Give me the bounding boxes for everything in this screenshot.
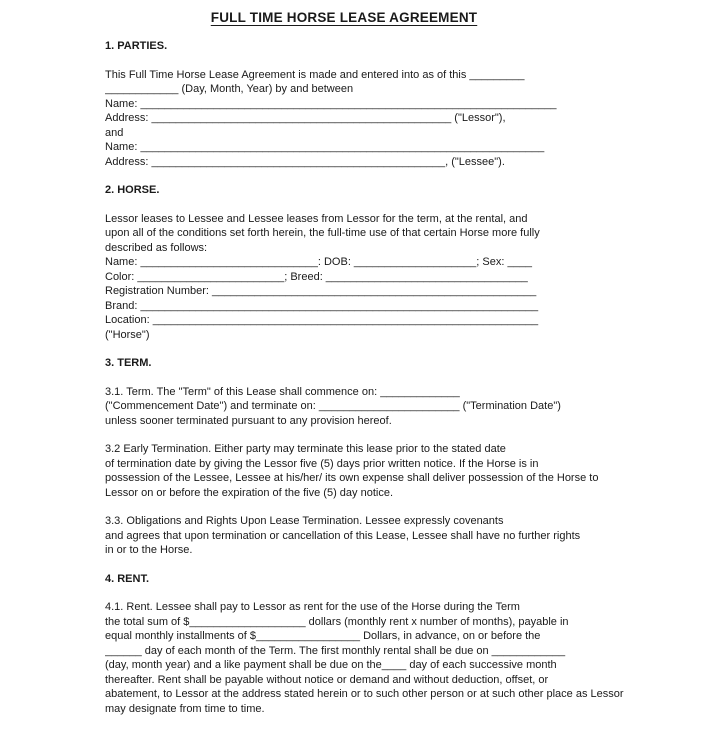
term-clause-31 bbox=[105, 385, 688, 429]
horse-brand-line: Brand: _________________________________________________________________ bbox=[105, 299, 539, 312]
rent-heading: 4. RENT. bbox=[105, 572, 150, 585]
horse-paragraph bbox=[105, 212, 688, 343]
text-line: abatement, to Lessor at the address stated herein or to such other person or at such other place as Lessor bbox=[105, 688, 624, 700]
text-line: and agrees that upon termination or cancellation of this Lease, Lessee shall have no further rights bbox=[105, 529, 581, 542]
lessor-name-line: Name: ____________________________________________________________________ bbox=[105, 97, 557, 110]
text-line: ____________ (Day, Month, Year) by and between bbox=[105, 83, 354, 95]
term-clause-33 bbox=[105, 514, 688, 558]
section-parties bbox=[105, 39, 688, 169]
term-heading: 3. TERM. bbox=[105, 357, 152, 369]
horse-heading: 2. HORSE. bbox=[105, 184, 160, 196]
text-line: described as follows: bbox=[105, 241, 208, 254]
horse-registration-line: Registration Number: _____________________________________________________ bbox=[105, 285, 537, 297]
text-line: 3.2 Early Termination. Either party may terminate this lease prior to the stated date bbox=[105, 443, 506, 455]
section-rent bbox=[105, 572, 688, 717]
lessor-address-line: Address: _________________________________________________ ("Lessor"), bbox=[105, 112, 506, 124]
text-line: in or to the Horse. bbox=[105, 544, 193, 556]
document-title: FULL TIME HORSE LEASE AGREEMENT bbox=[210, 10, 478, 25]
term-clause-32 bbox=[105, 442, 688, 500]
lessee-name-line: Name: __________________________________________________________________ bbox=[105, 141, 545, 153]
section-term bbox=[105, 356, 688, 558]
rent-clause-41 bbox=[105, 600, 688, 716]
text-line: 3.1. Term. The "Term" of this Lease shall commence on: _____________ bbox=[105, 385, 460, 398]
text-line: ("Commencement Date") and terminate on: _______________________ ("Termination Date") bbox=[105, 400, 561, 412]
text-line: 3.3. Obligations and Rights Upon Lease Termination. Lessee expressly covenants bbox=[105, 515, 504, 527]
text-line: Lessor leases to Lessee and Lessee leases from Lessor for the term, at the rental, and bbox=[105, 212, 528, 225]
text-line: and bbox=[105, 126, 124, 139]
horse-name-dob-sex-line: Name: _____________________________: DOB: ____________________; Sex: ____ bbox=[105, 256, 532, 268]
parties-paragraph bbox=[105, 68, 688, 170]
text-line: may designate from time to time. bbox=[105, 702, 265, 715]
text-line: thereafter. Rent shall be payable without notice or demand and without deduction, offset, or bbox=[105, 673, 549, 686]
section-horse bbox=[105, 183, 688, 342]
rent-total-sum-line: the total sum of $___________________ dollars (monthly rent x number of months), payable in bbox=[105, 615, 569, 628]
text-line: 4.1. Rent. Lessee shall pay to Lessor as rent for the use of the Horse during the Term bbox=[105, 601, 520, 613]
text-line: This Full Time Horse Lease Agreement is made and entered into as of this _________ bbox=[105, 68, 525, 81]
text-line: upon all of the conditions set forth herein, the full-time use of that certain Horse more fully bbox=[105, 227, 540, 239]
rent-due-day-line: ______ day of each month of the Term. The first monthly rental shall be due on ____________ bbox=[105, 644, 566, 657]
lessee-address-line: Address: ________________________________________________, ("Lessee"). bbox=[105, 155, 505, 168]
text-line: of termination date by giving the Lessor five (5) days prior written notice. If the Horse is in bbox=[105, 457, 539, 470]
text-line: (day, month year) and a like payment shall be due on the____ day of each successive month bbox=[105, 659, 557, 671]
horse-color-breed-line: Color: ________________________; Breed: _________________________________ bbox=[105, 270, 528, 283]
text-line: possession of the Lessee, Lessee at his/her/ its own expense shall deliver possession of the Horse to bbox=[105, 472, 599, 484]
text-line: Lessor on or before the expiration of the five (5) day notice. bbox=[105, 486, 393, 499]
text-line: ("Horse") bbox=[105, 328, 150, 341]
rent-installments-line: equal monthly installments of $_________________ Dollars, in advance, on or before the bbox=[105, 630, 541, 642]
horse-location-line: Location: _______________________________________________________________ bbox=[105, 314, 539, 326]
parties-heading: 1. PARTIES. bbox=[105, 40, 168, 52]
text-line: unless sooner terminated pursuant to any provision hereof. bbox=[105, 414, 392, 427]
